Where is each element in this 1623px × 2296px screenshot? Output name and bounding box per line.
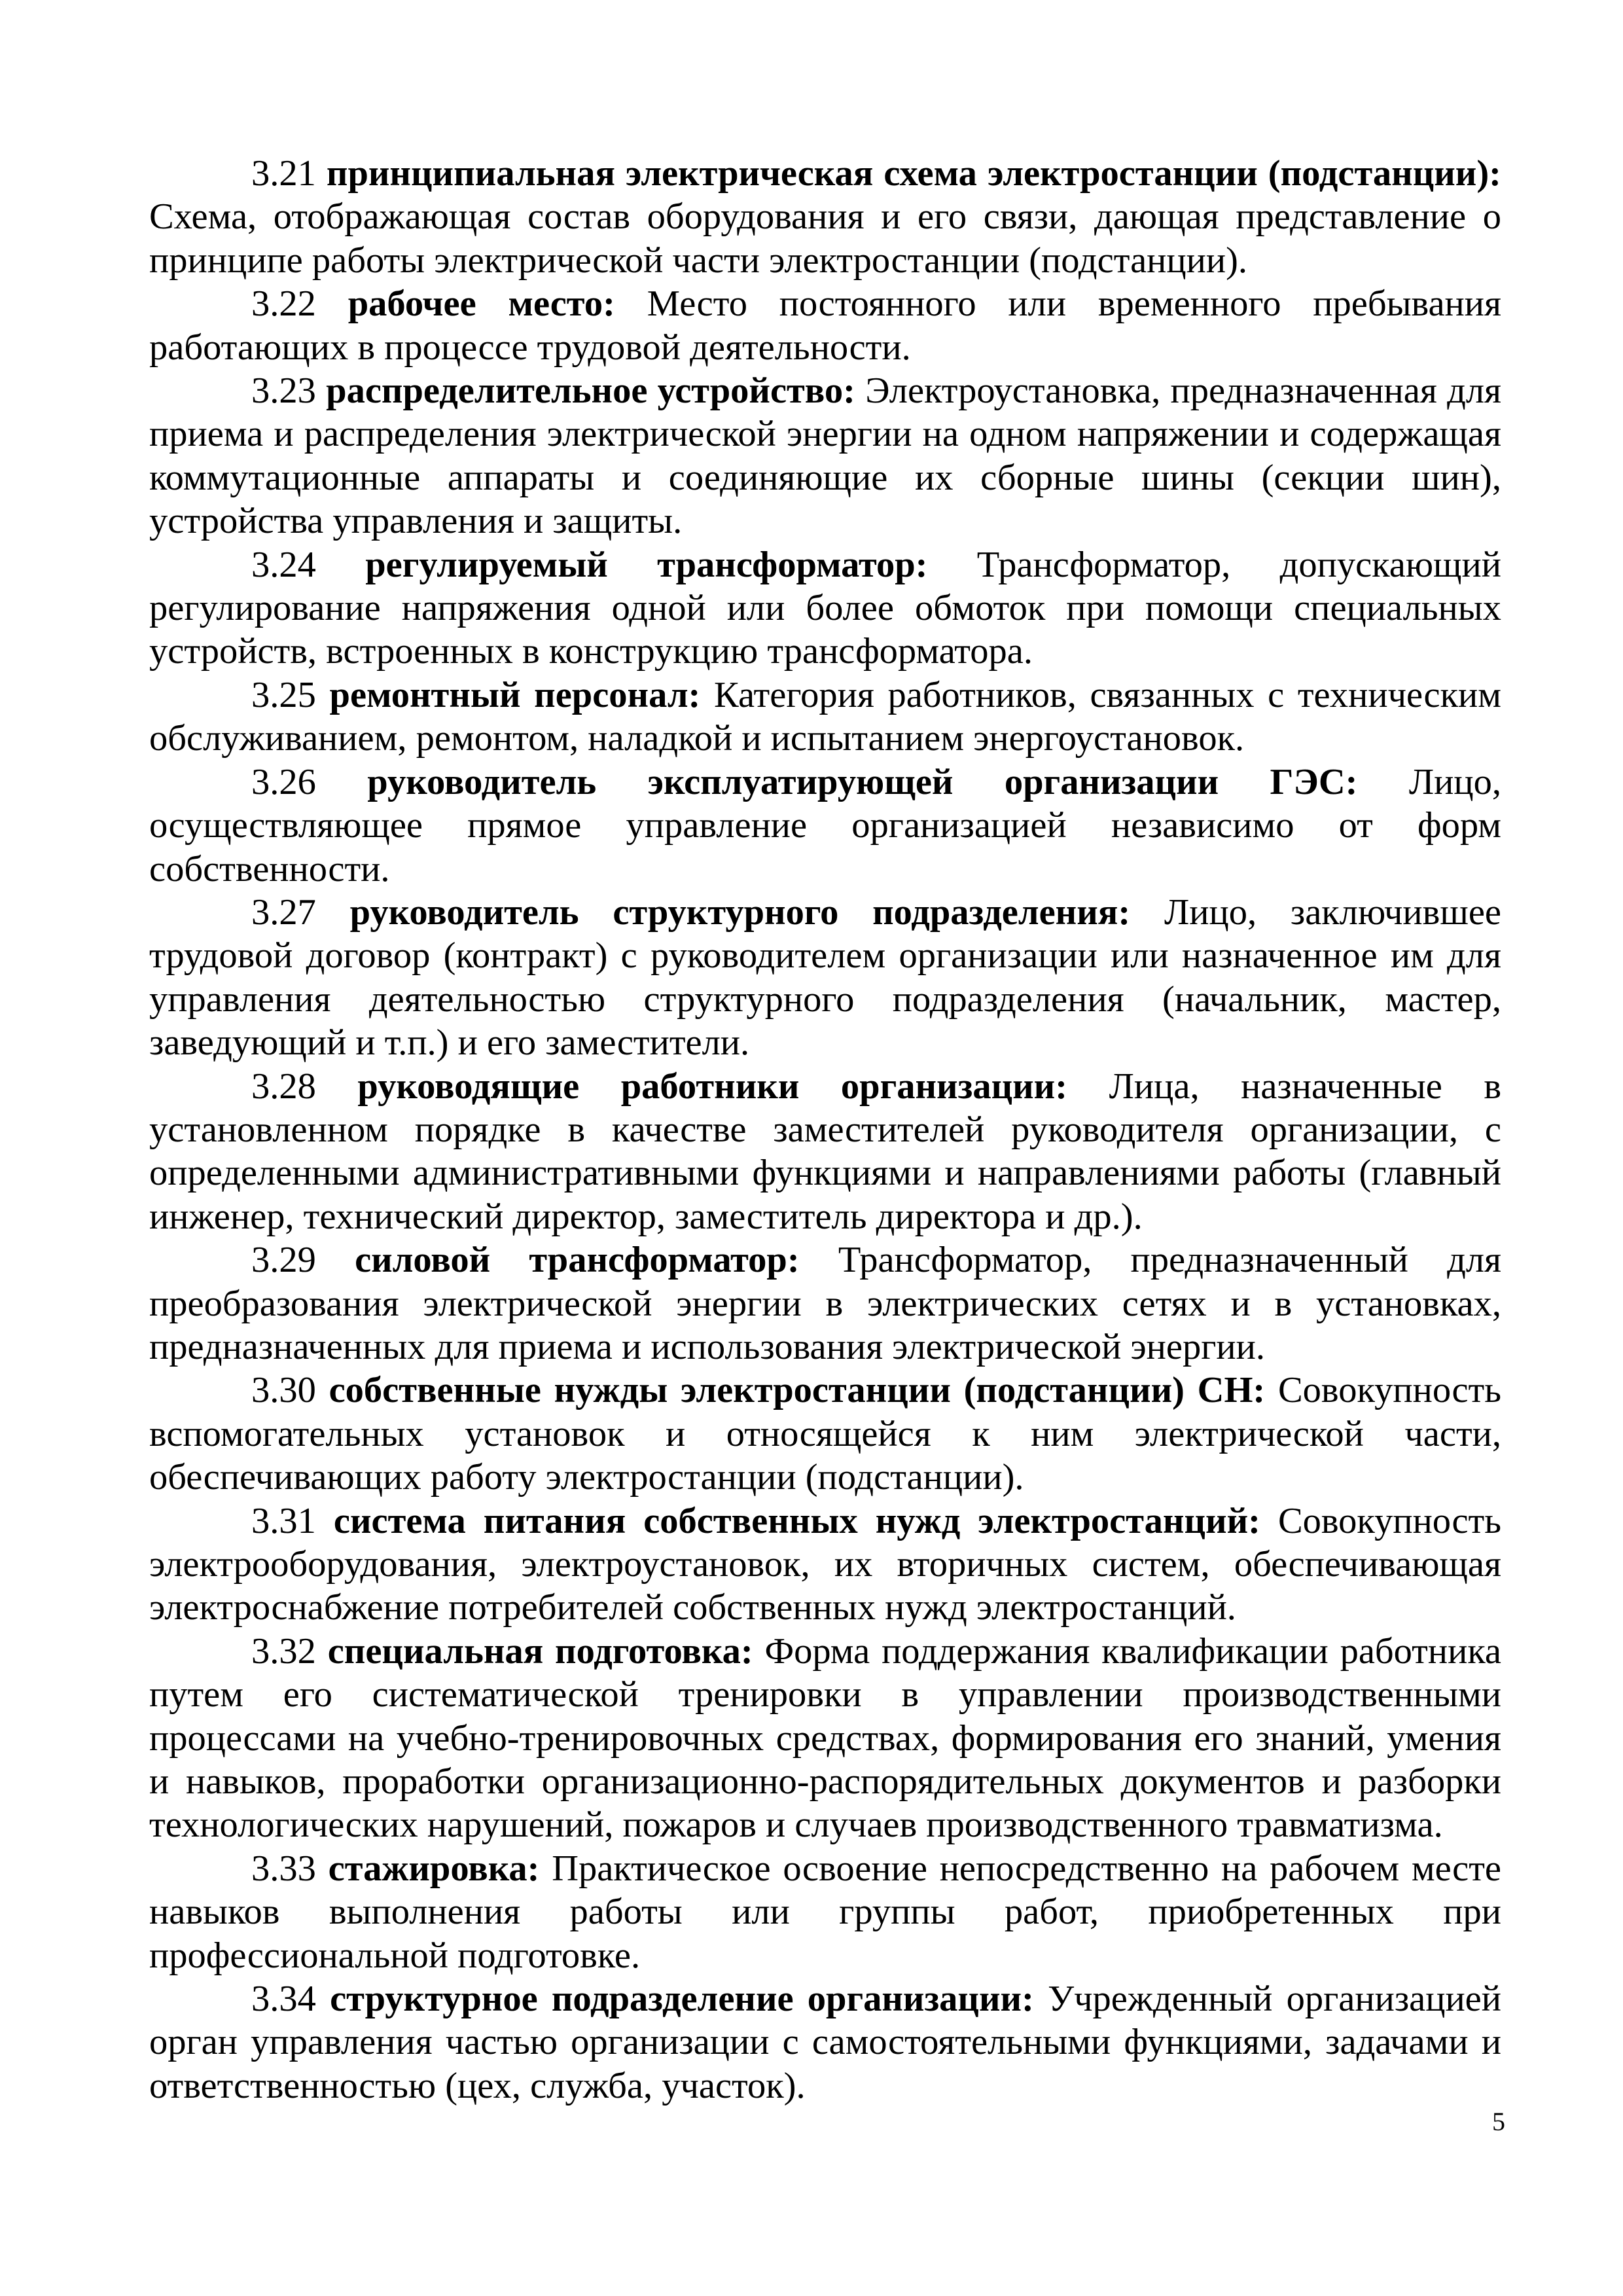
term-definition: Место постоянного или временного пребывания работающих в процессе трудовой деятельности.: [149, 283, 1501, 368]
term-3-31: [149, 1499, 1501, 1630]
term-definition: Практическое освоение непосредственно на рабочем месте навыков выполнения работы или группы работ, приобретенных при профессиональной подготовке.: [149, 1848, 1502, 1976]
term-number: 3.27: [251, 891, 316, 933]
term-title: рабочее место:: [348, 283, 615, 325]
term-definition: Форма поддержания квалификации работника путем его систематической тренировки в управлении производственными процессами на учебно-тренировочных средствах, формирования его знаний, умения и навыков, проработки организационно-распорядительных документов и разборки технологических нарушений, пожаров и случаев производственного травматизма.: [149, 1630, 1502, 1846]
term-3-21: [149, 152, 1501, 282]
term-number: 3.34: [251, 1979, 316, 2020]
term-3-22: [149, 282, 1501, 369]
term-3-24: [149, 543, 1501, 673]
term-number: 3.33: [251, 1848, 316, 1889]
term-title: специальная подготовка:: [327, 1630, 753, 1672]
term-definition: Трансформатор, предназначенный для преобразования электрической энергии в электрических сетях и в установках, предназначенных для приема и использования электрической энергии.: [149, 1240, 1502, 1367]
term-definition: Лицо, заключившее трудовой договор (контракт) с руководителем организации или назначенное им для управления деятельностью структурного подразделения (начальник, мастер, заведующий и т.п.) и его заместители.: [149, 891, 1501, 1064]
term-3-28: [149, 1065, 1501, 1239]
term-definition: Совокупность вспомогательных установок и относящейся к ним электрической части, обеспечивающих работу электростанции (подстанции).: [149, 1370, 1502, 1498]
term-title: стажировка:: [328, 1848, 540, 1889]
term-number: 3.31: [251, 1500, 316, 1541]
term-3-30: [149, 1369, 1501, 1499]
term-3-26: [149, 761, 1501, 891]
term-title: силовой трансформатор:: [355, 1240, 800, 1281]
term-number: 3.28: [251, 1066, 316, 1107]
term-definition: Схема, отображающая состав оборудования и его связи, дающая представление о принципе работы электрической части электростанции (подстанции).: [149, 196, 1501, 281]
term-title: принципиальная электрическая схема электростанции (подстанции):: [326, 153, 1501, 194]
term-title: руководящие работники организации:: [357, 1066, 1068, 1107]
term-number: 3.25: [251, 674, 316, 715]
term-definition: Совокупность электрооборудования, электроустановок, их вторичных систем, обеспечивающая электроснабжение потребителей собственных нужд электростанций.: [149, 1500, 1501, 1628]
term-3-27: [149, 891, 1501, 1065]
term-title: структурное подразделение организации:: [330, 1979, 1034, 2020]
term-3-29: [149, 1238, 1501, 1369]
term-definition: Категория работников, связанных с техническим обслуживанием, ремонтом, наладкой и испытанием энергоустановок.: [149, 674, 1502, 759]
term-3-23: [149, 369, 1501, 543]
term-3-25: [149, 673, 1501, 761]
term-title: система питания собственных нужд электростанций:: [333, 1500, 1260, 1541]
term-3-33: [149, 1847, 1501, 1977]
term-title: регулируемый трансформатор:: [365, 544, 928, 585]
term-3-34: [149, 1977, 1501, 2108]
term-number: 3.30: [251, 1370, 316, 1411]
term-title: руководитель эксплуатирующей организации ГЭС:: [367, 761, 1358, 802]
term-definition: Учрежденный организацией орган управления частью организации с самостоятельными функциями, задачами и ответственностью (цех, служба, участок).: [149, 1979, 1501, 2106]
term-number: 3.22: [251, 283, 316, 325]
term-number: 3.29: [251, 1240, 316, 1281]
term-title: ремонтный персонал:: [329, 674, 701, 715]
term-number: 3.23: [251, 370, 316, 412]
term-number: 3.32: [251, 1630, 316, 1672]
term-definition: Лица, назначенные в установленном порядке в качестве заместителей руководителя организации, с определенными административными функциями и направлениями работы (главный инженер, технический директор, заместитель директора и др.).: [149, 1066, 1501, 1237]
term-definition: Электроустановка, предназначенная для приема и распределения электрической энергии на одном напряжении и содержащая коммутационные аппараты и соединяющие их сборные шины (секции шин), устройства управления и защиты.: [149, 370, 1502, 542]
term-number: 3.21: [251, 153, 316, 194]
term-number: 3.26: [251, 761, 316, 802]
term-definition: Лицо, осуществляющее прямое управление организацией независимо от форм собственности.: [149, 761, 1502, 889]
page-number: 5: [1492, 2107, 1505, 2136]
term-title: распределительное устройство:: [326, 370, 855, 412]
term-title: руководитель структурного подразделения:: [349, 891, 1131, 933]
term-definition: Трансформатор, допускающий регулирование напряжения одной или более обмоток при помощи специальных устройств, встроенных в конструкцию трансформатора.: [149, 544, 1502, 672]
document-body: [149, 152, 1501, 2108]
term-number: 3.24: [251, 544, 316, 585]
term-3-32: [149, 1630, 1501, 1847]
term-title: собственные нужды электростанции (подстанции) СН:: [329, 1370, 1266, 1411]
